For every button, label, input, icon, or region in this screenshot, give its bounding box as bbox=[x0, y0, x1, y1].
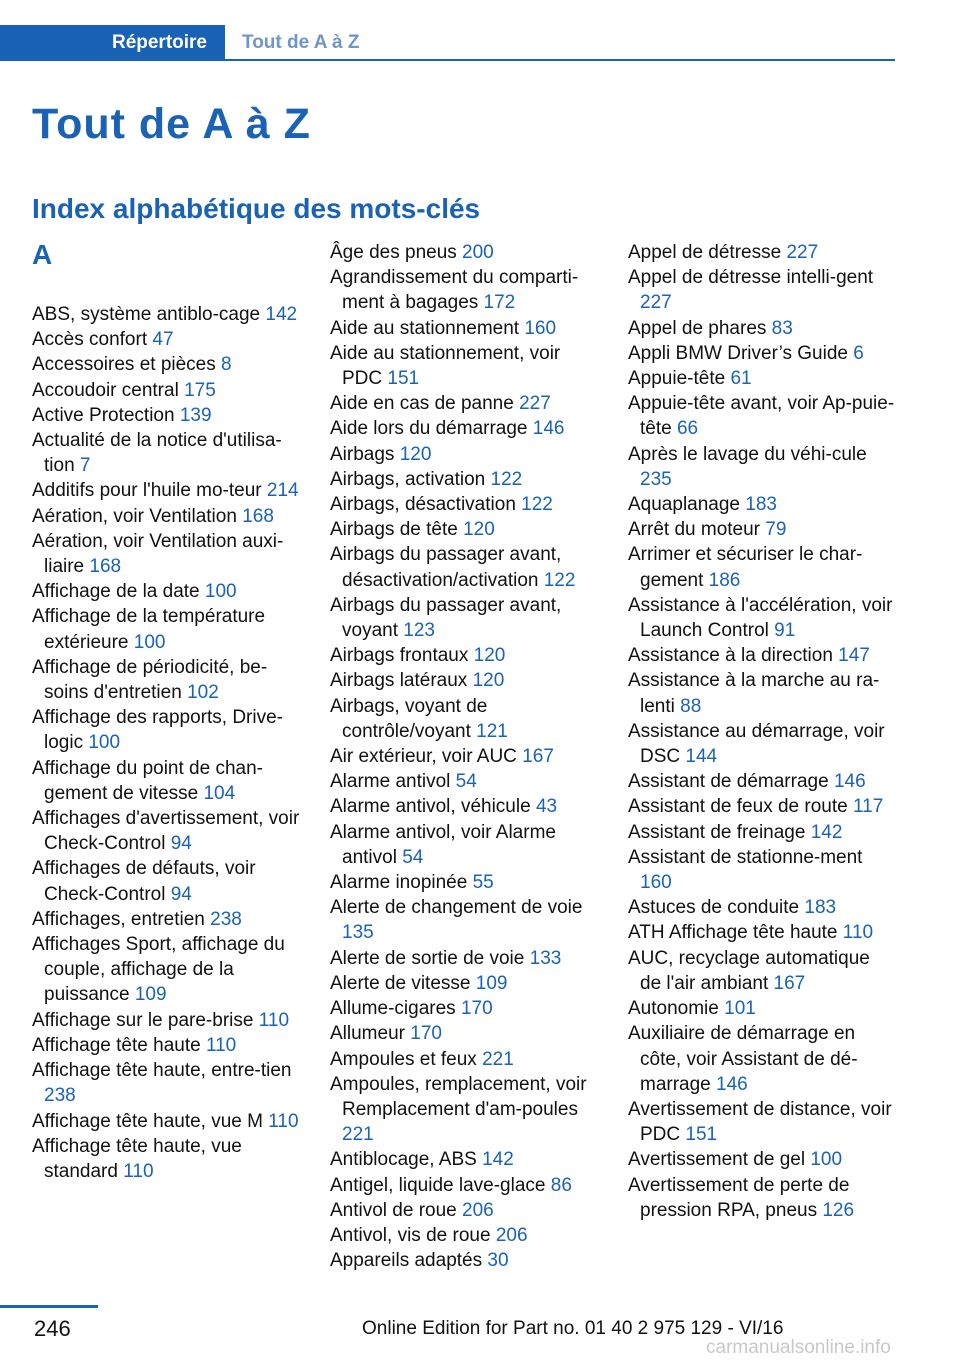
index-entry bbox=[330, 593, 598, 643]
entry-text: Airbags, désactivation bbox=[330, 494, 516, 516]
entry-page-link[interactable]: 160 bbox=[640, 872, 672, 894]
entry-page-link[interactable]: 117 bbox=[852, 796, 884, 818]
index-entry bbox=[628, 820, 896, 845]
entry-page-link[interactable]: 100 bbox=[88, 732, 121, 754]
index-entry bbox=[32, 579, 300, 604]
index-entry bbox=[32, 907, 300, 932]
index-entry bbox=[330, 1047, 598, 1072]
entry-text: Affichage tête haute bbox=[32, 1034, 201, 1056]
entry-page-link[interactable]: 110 bbox=[268, 1110, 299, 1132]
entry-text: Alarme antivol, véhicule bbox=[330, 796, 531, 818]
entry-text: Aération, voir Ventilation auxi‐liaire bbox=[32, 530, 284, 578]
index-entry bbox=[32, 352, 300, 377]
index-entry bbox=[628, 492, 896, 517]
entry-text: Appuie-tête bbox=[628, 368, 726, 390]
entry-page-link[interactable]: 100 bbox=[133, 631, 166, 653]
entry-text: Allume-cigares bbox=[330, 998, 456, 1020]
entry-text: Après le lavage du véhi‐cule bbox=[628, 443, 867, 465]
entry-page-link[interactable]: 170 bbox=[410, 1023, 442, 1045]
entry-text: Affichages Sport, affichage du couple, affichage de la puissance bbox=[32, 934, 285, 1006]
entry-text: Airbags du passager avant, voyant bbox=[330, 594, 562, 642]
entry-text: Alerte de vitesse bbox=[330, 972, 471, 994]
entry-page-link[interactable]: 133 bbox=[529, 947, 562, 969]
entry-page-link[interactable]: 100 bbox=[204, 581, 237, 603]
tab-repertoire[interactable]: Répertoire bbox=[0, 25, 225, 61]
entry-text: Assistant de freinage bbox=[628, 821, 806, 843]
entry-text: Airbags, voyant de contrôle/voyant bbox=[330, 695, 488, 742]
entry-text: Airbags bbox=[330, 443, 395, 465]
entry-page-link[interactable]: 122 bbox=[521, 494, 553, 516]
entry-page-link[interactable]: 121 bbox=[476, 720, 508, 742]
index-entry bbox=[330, 391, 598, 416]
entry-text: Alerte de changement de voie bbox=[330, 897, 583, 919]
entry-page-link[interactable]: 120 bbox=[399, 443, 432, 465]
entry-page-link[interactable]: 183 bbox=[745, 494, 777, 516]
entry-text: Airbags, activation bbox=[330, 468, 486, 490]
entry-page-link[interactable]: 123 bbox=[403, 620, 435, 642]
index-entry bbox=[628, 1021, 896, 1097]
index-entry bbox=[330, 820, 598, 870]
index-entry bbox=[628, 341, 896, 366]
index-entry bbox=[628, 643, 896, 668]
index-entry bbox=[330, 769, 598, 794]
entry-text: Appuie-tête avant, voir Ap‐puie-tête bbox=[628, 393, 895, 440]
footer-rule bbox=[0, 1305, 98, 1308]
entry-text: Affichages, entretien bbox=[32, 908, 205, 930]
entry-page-link[interactable]: 146 bbox=[833, 771, 866, 793]
entry-text: Airbags de tête bbox=[330, 519, 458, 541]
entry-page-link[interactable]: 144 bbox=[685, 746, 718, 768]
entry-text: Additifs pour l'huile mo‐teur bbox=[32, 480, 262, 502]
entry-text: Affichage tête haute, vue standard bbox=[32, 1135, 242, 1182]
entry-text: Allumeur bbox=[330, 1023, 405, 1045]
index-entry bbox=[32, 428, 300, 478]
index-entry bbox=[330, 316, 598, 341]
index-entry bbox=[628, 996, 896, 1021]
entry-page-link[interactable]: 175 bbox=[184, 379, 216, 401]
entry-text: Affichage de périodicité, be‐soins d'entretien bbox=[32, 656, 268, 704]
entry-page-link[interactable]: 43 bbox=[535, 796, 558, 818]
entry-text: Appel de détresse bbox=[628, 242, 782, 263]
entry-page-link[interactable]: 168 bbox=[89, 556, 122, 578]
header-rule bbox=[0, 59, 895, 61]
entry-page-link[interactable]: 168 bbox=[242, 505, 274, 527]
entry-page-link[interactable]: 126 bbox=[822, 1199, 855, 1221]
entry-page-link[interactable]: 146 bbox=[716, 1073, 748, 1095]
section-letter: A bbox=[32, 239, 53, 270]
index-entry bbox=[628, 366, 896, 391]
header-bar bbox=[0, 25, 895, 61]
entry-text: Antigel, liquide lave-glace bbox=[330, 1174, 546, 1196]
index-entry bbox=[32, 378, 300, 403]
entry-page-link[interactable]: 170 bbox=[460, 998, 493, 1020]
entry-page-link[interactable]: 142 bbox=[810, 821, 843, 843]
entry-text: Avertissement de gel bbox=[628, 1149, 806, 1171]
entry-page-link[interactable]: 86 bbox=[550, 1174, 572, 1196]
entry-page-link[interactable]: 54 bbox=[455, 771, 477, 793]
index-entry bbox=[628, 391, 896, 441]
entry-text: Alarme antivol bbox=[330, 771, 451, 793]
entry-page-link[interactable]: 94 bbox=[170, 833, 192, 855]
index-entry bbox=[628, 240, 896, 265]
page-number: 246 bbox=[34, 1316, 71, 1341]
index-entry bbox=[628, 593, 896, 643]
entry-page-link[interactable]: 235 bbox=[640, 468, 672, 490]
entry-page-link[interactable]: 120 bbox=[472, 670, 505, 692]
index-entry bbox=[330, 1173, 598, 1198]
index-entry bbox=[628, 794, 896, 819]
entry-text: Appareils adaptés bbox=[330, 1250, 483, 1272]
entry-page-link[interactable]: 104 bbox=[203, 782, 236, 804]
entry-text: Aération, voir Ventilation bbox=[32, 505, 237, 527]
entry-page-link[interactable]: 167 bbox=[773, 972, 806, 994]
entry-text: Aide lors du démarrage bbox=[330, 418, 528, 440]
entry-page-link[interactable]: 47 bbox=[152, 329, 174, 351]
entry-text: Assistance à la direction bbox=[628, 645, 833, 667]
index-entry bbox=[330, 416, 598, 441]
index-entry bbox=[32, 756, 300, 806]
entry-text: Affichages de défauts, voir Check-Control bbox=[32, 858, 256, 905]
index-entry bbox=[330, 996, 598, 1021]
entry-page-link[interactable]: 221 bbox=[342, 1124, 374, 1146]
index-entry bbox=[330, 1021, 598, 1046]
entry-text: Accès confort bbox=[32, 329, 148, 351]
entry-text: Agrandissement du comparti‐ment à bagages bbox=[330, 267, 579, 314]
entry-text: Affichage tête haute, vue M bbox=[32, 1110, 263, 1132]
entry-page-link[interactable]: 227 bbox=[786, 242, 819, 263]
entry-text: Ampoules, remplacement, voir Remplacement d'am‐poules bbox=[330, 1073, 587, 1120]
index-entry bbox=[330, 1223, 598, 1248]
entry-page-link[interactable]: 139 bbox=[179, 404, 212, 426]
entry-text: Airbags du passager avant, désactivation/activation bbox=[330, 544, 562, 591]
entry-page-link[interactable]: 110 bbox=[123, 1160, 154, 1182]
entry-page-link[interactable]: 160 bbox=[524, 317, 557, 339]
edition-note: Online Edition for Part no. 01 40 2 975 129 - VI/16 bbox=[362, 1318, 784, 1339]
entry-text: Air extérieur, voir AUC bbox=[330, 746, 517, 768]
index-entry bbox=[628, 316, 896, 341]
entry-text: Airbags latéraux bbox=[330, 670, 468, 692]
entry-page-link[interactable]: 30 bbox=[487, 1250, 509, 1272]
entry-text: Appel de phares bbox=[628, 317, 767, 339]
entry-page-link[interactable]: 102 bbox=[187, 682, 219, 704]
entry-text: Antiblocage, ABS bbox=[330, 1149, 477, 1171]
entry-page-link[interactable]: 110 bbox=[205, 1034, 237, 1056]
entry-page-link[interactable]: 142 bbox=[265, 304, 298, 325]
entry-page-link[interactable]: 61 bbox=[730, 368, 752, 390]
index-entry bbox=[32, 1058, 300, 1108]
entry-page-link[interactable]: 167 bbox=[522, 746, 554, 768]
entry-page-link[interactable]: 94 bbox=[170, 883, 192, 905]
entry-page-link[interactable]: 88 bbox=[680, 695, 702, 717]
entry-text: Âge des pneus bbox=[330, 242, 457, 263]
index-entry bbox=[330, 870, 598, 895]
index-entry bbox=[32, 856, 300, 906]
index-entry bbox=[32, 705, 300, 755]
index-subtitle: Index alphabétique des mots-clés bbox=[32, 193, 481, 224]
entry-text: Autonomie bbox=[628, 998, 719, 1020]
entry-text: Aide au stationnement bbox=[330, 317, 520, 339]
entry-page-link[interactable]: 7 bbox=[79, 455, 91, 477]
index-entry bbox=[32, 806, 300, 856]
index-entry bbox=[32, 1134, 300, 1184]
entry-page-link[interactable]: 109 bbox=[475, 972, 508, 994]
entry-page-link[interactable]: 135 bbox=[342, 922, 374, 944]
index-entry bbox=[32, 327, 300, 352]
entry-page-link[interactable]: 122 bbox=[490, 468, 523, 490]
entry-page-link[interactable]: 146 bbox=[532, 418, 565, 440]
entry-text: ATH Affichage tête haute bbox=[628, 922, 838, 944]
entry-text: Actualité de la notice d'utilisa‐tion bbox=[32, 430, 282, 477]
entry-text: Affichage sur le pare-brise bbox=[32, 1009, 254, 1031]
index-entry bbox=[330, 442, 598, 467]
entry-page-link[interactable]: 120 bbox=[463, 519, 495, 541]
entry-text: Aide en cas de panne bbox=[330, 393, 514, 415]
entry-page-link[interactable]: 151 bbox=[387, 368, 420, 390]
entry-page-link[interactable]: 91 bbox=[774, 620, 796, 642]
entry-text: Antivol de roue bbox=[330, 1199, 457, 1221]
index-entry bbox=[330, 517, 598, 542]
index-entry bbox=[330, 240, 598, 265]
index-entry bbox=[32, 403, 300, 428]
index-entry bbox=[32, 655, 300, 705]
entry-page-link[interactable]: 227 bbox=[640, 292, 672, 314]
index-entry bbox=[628, 719, 896, 769]
entry-text: Alarme antivol, voir Alarme antivol bbox=[330, 821, 556, 868]
index-entry bbox=[628, 769, 896, 794]
index-entry bbox=[628, 946, 896, 996]
index-entry bbox=[628, 442, 896, 492]
index-entry bbox=[32, 529, 300, 579]
index-entry bbox=[628, 1173, 896, 1223]
entry-page-link[interactable]: 120 bbox=[473, 645, 506, 667]
index-entry bbox=[330, 492, 598, 517]
entry-page-link[interactable]: 186 bbox=[708, 569, 741, 591]
entry-text: Affichage de la date bbox=[32, 581, 200, 603]
entry-text: Accoudoir central bbox=[32, 379, 179, 401]
index-entry bbox=[330, 341, 598, 391]
entry-text: Affichage des rapports, Drive‐logic bbox=[32, 707, 283, 754]
index-entry bbox=[32, 478, 300, 503]
entry-text: Affichage tête haute, entre‐tien bbox=[32, 1060, 292, 1082]
index-entry bbox=[32, 1008, 300, 1033]
entry-text: Astuces de conduite bbox=[628, 897, 800, 919]
entry-text: Appel de détresse intelli‐gent bbox=[628, 267, 874, 289]
index-entry bbox=[32, 504, 300, 529]
entry-page-link[interactable]: 79 bbox=[765, 519, 787, 541]
entry-text: Active Protection bbox=[32, 404, 175, 426]
entry-text: Airbags frontaux bbox=[330, 645, 469, 667]
entry-text: Assistant de stationne‐ment bbox=[628, 846, 863, 868]
entry-text: Alerte de sortie de voie bbox=[330, 947, 525, 969]
entry-page-link[interactable]: 142 bbox=[482, 1149, 514, 1171]
entry-text: Arrimer et sécuriser le char‐gement bbox=[628, 544, 863, 591]
entry-page-link[interactable]: 122 bbox=[543, 569, 576, 591]
index-entry bbox=[628, 668, 896, 718]
entry-page-link[interactable]: 147 bbox=[838, 645, 870, 667]
index-entry bbox=[628, 920, 896, 945]
entry-text: Aide au stationnement, voir PDC bbox=[330, 342, 561, 390]
index-entry bbox=[628, 1147, 896, 1172]
entry-text: ABS, système antiblo‐cage bbox=[32, 304, 261, 325]
entry-text: Assistance à l'accélération, voir Launch Control bbox=[628, 594, 893, 642]
index-entry bbox=[628, 895, 896, 920]
entry-page-link[interactable]: 6 bbox=[853, 342, 864, 364]
index-entry bbox=[330, 1248, 598, 1273]
entry-text: Ampoules et feux bbox=[330, 1048, 477, 1070]
index-entry bbox=[330, 895, 598, 945]
entry-page-link[interactable]: 151 bbox=[685, 1124, 718, 1146]
entry-text: Avertissement de distance, voir PDC bbox=[628, 1098, 892, 1146]
index-entry bbox=[628, 265, 896, 315]
index-entry bbox=[628, 1097, 896, 1147]
index-entry bbox=[628, 542, 896, 592]
index-entry bbox=[330, 467, 598, 492]
index-entry bbox=[628, 845, 896, 895]
entry-page-link[interactable]: 66 bbox=[676, 418, 699, 440]
index-entry bbox=[32, 1109, 300, 1134]
entry-text: Arrêt du moteur bbox=[628, 519, 760, 541]
index-column-3 bbox=[628, 240, 896, 1223]
entry-text: Assistance au démarrage, voir DSC bbox=[628, 720, 885, 768]
index-entry bbox=[330, 1072, 598, 1148]
index-entry bbox=[330, 971, 598, 996]
entry-page-link[interactable]: 214 bbox=[266, 480, 299, 502]
index-entry bbox=[330, 744, 598, 769]
entry-text: Affichage du point de chan‐gement de vitesse bbox=[32, 757, 263, 804]
index-entry bbox=[32, 604, 300, 654]
entry-page-link[interactable]: 101 bbox=[724, 998, 756, 1020]
tab-tout-de-a-a-z[interactable]: Tout de A à Z bbox=[242, 32, 360, 53]
entry-page-link[interactable]: 221 bbox=[482, 1048, 514, 1070]
entry-page-link[interactable]: 83 bbox=[771, 317, 793, 339]
entry-page-link[interactable]: 100 bbox=[810, 1149, 843, 1171]
index-entry bbox=[330, 794, 598, 819]
index-entry bbox=[32, 1033, 300, 1058]
entry-page-link[interactable]: 109 bbox=[134, 984, 167, 1006]
entry-page-link[interactable]: 172 bbox=[483, 292, 516, 314]
watermark: carmanualsonline.info bbox=[706, 1337, 891, 1358]
index-entry bbox=[330, 946, 598, 971]
entry-page-link[interactable]: 54 bbox=[402, 846, 424, 868]
entry-page-link[interactable]: 206 bbox=[462, 1199, 494, 1221]
entry-text: Auxiliaire de démarrage en côte, voir Assistant de dé‐marrage bbox=[628, 1023, 858, 1095]
index-entry bbox=[330, 1147, 598, 1172]
entry-text: Assistant de feux de route bbox=[628, 796, 848, 818]
entry-text: Aquaplanage bbox=[628, 494, 740, 516]
index-entry bbox=[32, 302, 300, 327]
index-entry bbox=[330, 668, 598, 693]
entry-page-link[interactable]: 206 bbox=[495, 1224, 528, 1246]
index-entry bbox=[330, 694, 598, 744]
entry-page-link[interactable]: 183 bbox=[804, 897, 837, 919]
index-entry bbox=[32, 932, 300, 1008]
entry-page-link[interactable]: 8 bbox=[221, 354, 232, 376]
index-column-2 bbox=[330, 240, 598, 1273]
entry-text: Assistance à la marche au ra‐lenti bbox=[628, 670, 880, 717]
entry-text: Accessoires et pièces bbox=[32, 354, 216, 376]
entry-page-link[interactable]: 55 bbox=[472, 872, 494, 894]
entry-page-link[interactable]: 227 bbox=[519, 393, 551, 415]
entry-page-link[interactable]: 110 bbox=[258, 1009, 290, 1031]
entry-page-link[interactable]: 238 bbox=[44, 1085, 76, 1107]
entry-page-link[interactable]: 110 bbox=[842, 922, 874, 944]
index-entry bbox=[330, 542, 598, 592]
index-entry bbox=[330, 265, 598, 315]
entry-text: Assistant de démarrage bbox=[628, 771, 829, 793]
entry-text: Avertissement de perte de pression RPA, pneus bbox=[628, 1174, 850, 1221]
entry-text: Antivol, vis de roue bbox=[330, 1224, 491, 1246]
page-title: Tout de A à Z bbox=[32, 100, 311, 148]
entry-page-link[interactable]: 200 bbox=[462, 242, 494, 263]
entry-text: Affichage de la température extérieure bbox=[32, 606, 266, 653]
index-entry bbox=[628, 517, 896, 542]
index-entry bbox=[330, 643, 598, 668]
entry-text: Appli BMW Driver’s Guide bbox=[628, 342, 848, 364]
entry-page-link[interactable]: 238 bbox=[210, 908, 242, 930]
index-entry bbox=[330, 1198, 598, 1223]
entry-text: AUC, recyclage automatique de l'air ambiant bbox=[628, 947, 870, 994]
entry-text: Affichages d'avertissement, voir Check-Control bbox=[32, 808, 300, 855]
entry-text: Alarme inopinée bbox=[330, 872, 468, 894]
index-column-1 bbox=[32, 240, 300, 1184]
